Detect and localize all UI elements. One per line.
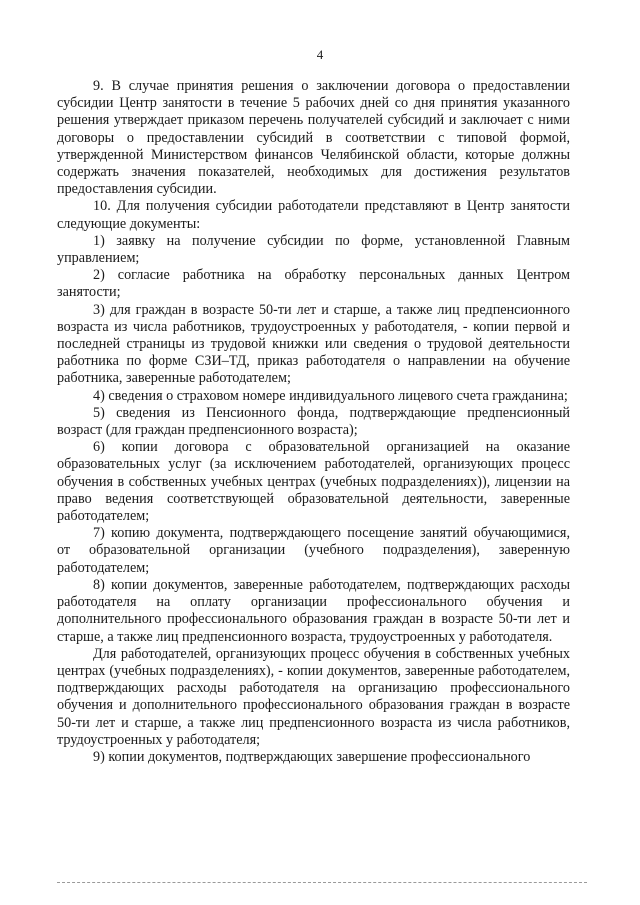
list-item-9: 9) копии документов, подтверждающих завершение профессионального	[93, 748, 531, 765]
paragraph-training-centers: Для работодателей, организующих процесс обучения в собственных учебных центрах (учебных подразделениях), - копии документов, заверенные работодателем, подтверждающих расходы работодателя на организацию профессионального обучения и дополнительного профессионального образования граждан в возрасте 50-ти лет и старше, а также лиц предпенсионного возраста из числа работников, трудоустроенных у работодателя;	[57, 645, 570, 748]
list-item-3: 3) для граждан в возрасте 50-ти лет и старше, а также лиц предпенсионного возраста из числа работников, трудоустроенных у работодателя, - копии первой и последней страницы из трудовой книжки или сведения о трудовой деятельности работника по форме СЗИ–ТД, приказ работодателя о направлении на обучение работника, заверенные работодателем;	[57, 301, 570, 387]
paragraph-9: 9. В случае принятия решения о заключении договора о предоставлении субсидии Центр занятости в течение 5 рабочих дней со дня принятия указанного решения утверждает приказом перечень получателей субсидий и заключает с ними договоры о предоставлении субсидий в соответствии с типовой формой, утвержденной Министерством финансов Челябинской области, которые должны содержать значения показателей, необходимых для достижения результатов предоставления субсидии.	[57, 78, 570, 198]
page-number: 4	[316, 47, 324, 62]
list-item-8: 8) копии документов, заверенные работодателем, подтверждающих расходы работодателя на оплату организации профессионального обучения и дополнительного профессионального образования граждан в возрасте 50-ти лет и старше, а также лиц предпенсионного возраста, трудоустроенных у работодателя.	[57, 576, 570, 645]
list-item-4: 4) сведения о страховом номере индивидуального лицевого счета гражданина;	[93, 387, 568, 404]
list-item-7: 7) копию документа, подтверждающего посещение занятий обучающимися, от образовательной организации (учебного подразделения), заверенную работодателем;	[57, 525, 570, 576]
paragraph-10: 10. Для получения субсидии работодатели представляют в Центр занятости следующие документы:	[57, 198, 570, 232]
list-item-1: 1) заявку на получение субсидии по форме, установленной Главным управлением;	[57, 232, 570, 267]
document-body	[57, 78, 570, 766]
list-item-5: 5) сведения из Пенсионного фонда, подтверждающие предпенсионный возраст (для граждан предпенсионного возраста);	[57, 404, 570, 439]
scan-edge-divider	[57, 882, 587, 883]
list-item-2: 2) согласие работника на обработку персональных данных Центром занятости;	[57, 267, 570, 301]
list-item-6: 6) копии договора с образовательной организацией на оказание образовательных услуг (за исключением работодателей, организующих процесс обучения в собственных учебных центрах (учебных подразделениях)), лицензии на право ведения соответствующей образовательной деятельности, заверенные работодателем;	[57, 439, 570, 525]
